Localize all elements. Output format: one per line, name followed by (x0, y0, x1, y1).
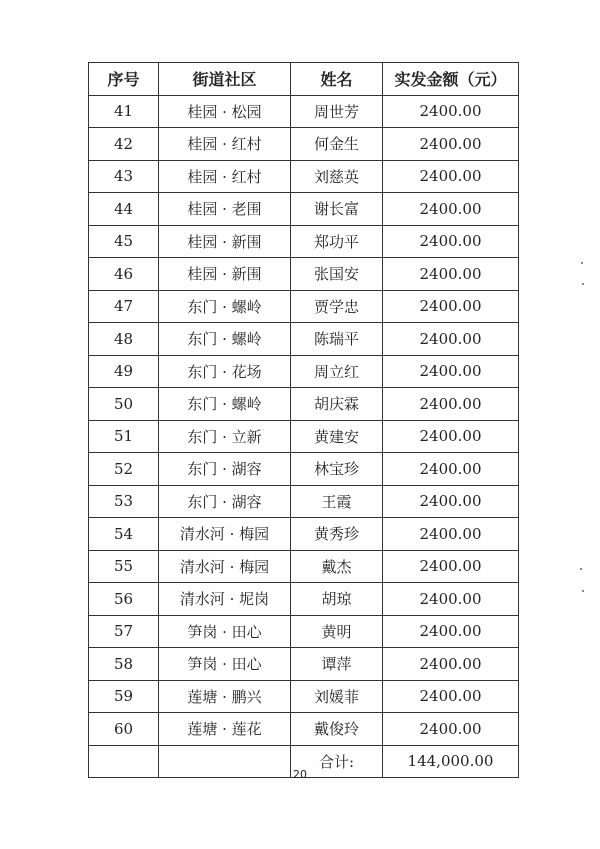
table-row (89, 518, 519, 551)
row-name: 胡庆霖 (291, 388, 383, 421)
row-amount: 2400.00 (383, 648, 519, 681)
table-row (89, 323, 519, 356)
row-community: 东门 · 螺岭 (159, 323, 291, 356)
row-name: 何金生 (291, 128, 383, 161)
row-name: 周世芳 (291, 95, 383, 128)
row-number: 56 (89, 583, 159, 616)
row-community: 桂园 · 老围 (159, 193, 291, 226)
row-community: 桂园 · 松园 (159, 95, 291, 128)
row-number: 55 (89, 550, 159, 583)
row-amount: 2400.00 (383, 160, 519, 193)
row-community: 东门 · 湖容 (159, 485, 291, 518)
table-row (89, 550, 519, 583)
roster-table (88, 62, 519, 778)
row-number: 52 (89, 453, 159, 486)
row-number: 50 (89, 388, 159, 421)
scan-mark (582, 590, 584, 592)
row-name: 谭萍 (291, 648, 383, 681)
row-name: 刘慈英 (291, 160, 383, 193)
total-label: 合计: (291, 745, 383, 778)
table-row (89, 615, 519, 648)
scan-mark (582, 283, 584, 285)
row-number: 51 (89, 420, 159, 453)
row-amount: 2400.00 (383, 258, 519, 291)
row-amount: 2400.00 (383, 583, 519, 616)
row-community: 清水河 · 梅园 (159, 518, 291, 551)
row-number: 41 (89, 95, 159, 128)
row-name: 黄秀珍 (291, 518, 383, 551)
row-community: 东门 · 花场 (159, 355, 291, 388)
row-amount: 2400.00 (383, 225, 519, 258)
row-amount: 2400.00 (383, 323, 519, 356)
row-name: 戴俊玲 (291, 713, 383, 746)
header-name: 姓名 (291, 63, 383, 96)
total-amount: 144,000.00 (383, 745, 519, 778)
table-row (89, 453, 519, 486)
row-name: 黄明 (291, 615, 383, 648)
table-row (89, 713, 519, 746)
scan-mark (580, 568, 582, 570)
row-amount: 2400.00 (383, 485, 519, 518)
header-row (89, 63, 519, 96)
row-number: 42 (89, 128, 159, 161)
table-row (89, 258, 519, 291)
table-row (89, 485, 519, 518)
table-row (89, 388, 519, 421)
row-community: 东门 · 螺岭 (159, 388, 291, 421)
table-row (89, 128, 519, 161)
table-row (89, 583, 519, 616)
row-number: 46 (89, 258, 159, 291)
table-row (89, 193, 519, 226)
row-amount: 2400.00 (383, 453, 519, 486)
row-community: 东门 · 螺岭 (159, 290, 291, 323)
row-number: 57 (89, 615, 159, 648)
table-row (89, 160, 519, 193)
row-amount: 2400.00 (383, 290, 519, 323)
row-community: 东门 · 湖容 (159, 453, 291, 486)
row-number: 59 (89, 680, 159, 713)
row-community: 笋岗 · 田心 (159, 648, 291, 681)
row-community: 笋岗 · 田心 (159, 615, 291, 648)
table-row (89, 420, 519, 453)
scan-mark (581, 262, 583, 264)
row-number: 45 (89, 225, 159, 258)
row-name: 周立红 (291, 355, 383, 388)
row-name: 陈瑞平 (291, 323, 383, 356)
row-community: 桂园 · 新围 (159, 225, 291, 258)
row-number: 48 (89, 323, 159, 356)
row-community: 莲塘 · 莲花 (159, 713, 291, 746)
row-number: 47 (89, 290, 159, 323)
table-row (89, 290, 519, 323)
row-amount: 2400.00 (383, 680, 519, 713)
table-row (89, 225, 519, 258)
row-community: 莲塘 · 鹏兴 (159, 680, 291, 713)
row-amount: 2400.00 (383, 128, 519, 161)
row-community: 桂园 · 红村 (159, 160, 291, 193)
row-name: 刘媛菲 (291, 680, 383, 713)
row-number: 53 (89, 485, 159, 518)
header-amount: 实发金额（元） (383, 63, 519, 96)
row-community: 桂园 · 新围 (159, 258, 291, 291)
row-amount: 2400.00 (383, 388, 519, 421)
row-name: 郑功平 (291, 225, 383, 258)
row-community: 清水河 · 坭岗 (159, 583, 291, 616)
row-number: 58 (89, 648, 159, 681)
row-community: 东门 · 立新 (159, 420, 291, 453)
row-name: 胡琼 (291, 583, 383, 616)
row-amount: 2400.00 (383, 193, 519, 226)
table-row (89, 95, 519, 128)
table-row (89, 680, 519, 713)
row-amount: 2400.00 (383, 95, 519, 128)
header-number: 序号 (89, 63, 159, 96)
row-name: 谢长富 (291, 193, 383, 226)
row-community: 桂园 · 红村 (159, 128, 291, 161)
row-name: 林宝珍 (291, 453, 383, 486)
row-name: 黄建安 (291, 420, 383, 453)
header-community: 街道社区 (159, 63, 291, 96)
row-amount: 2400.00 (383, 550, 519, 583)
row-amount: 2400.00 (383, 615, 519, 648)
page-number: 20 (293, 768, 307, 781)
table-row (89, 355, 519, 388)
row-number: 49 (89, 355, 159, 388)
row-name: 张国安 (291, 258, 383, 291)
row-community: 清水河 · 梅园 (159, 550, 291, 583)
row-amount: 2400.00 (383, 420, 519, 453)
row-amount: 2400.00 (383, 355, 519, 388)
row-amount: 2400.00 (383, 518, 519, 551)
table-row (89, 648, 519, 681)
row-amount: 2400.00 (383, 713, 519, 746)
row-name: 贾学忠 (291, 290, 383, 323)
row-number: 54 (89, 518, 159, 551)
row-number: 44 (89, 193, 159, 226)
row-name: 王霞 (291, 485, 383, 518)
row-number: 43 (89, 160, 159, 193)
row-name: 戴杰 (291, 550, 383, 583)
row-number: 60 (89, 713, 159, 746)
